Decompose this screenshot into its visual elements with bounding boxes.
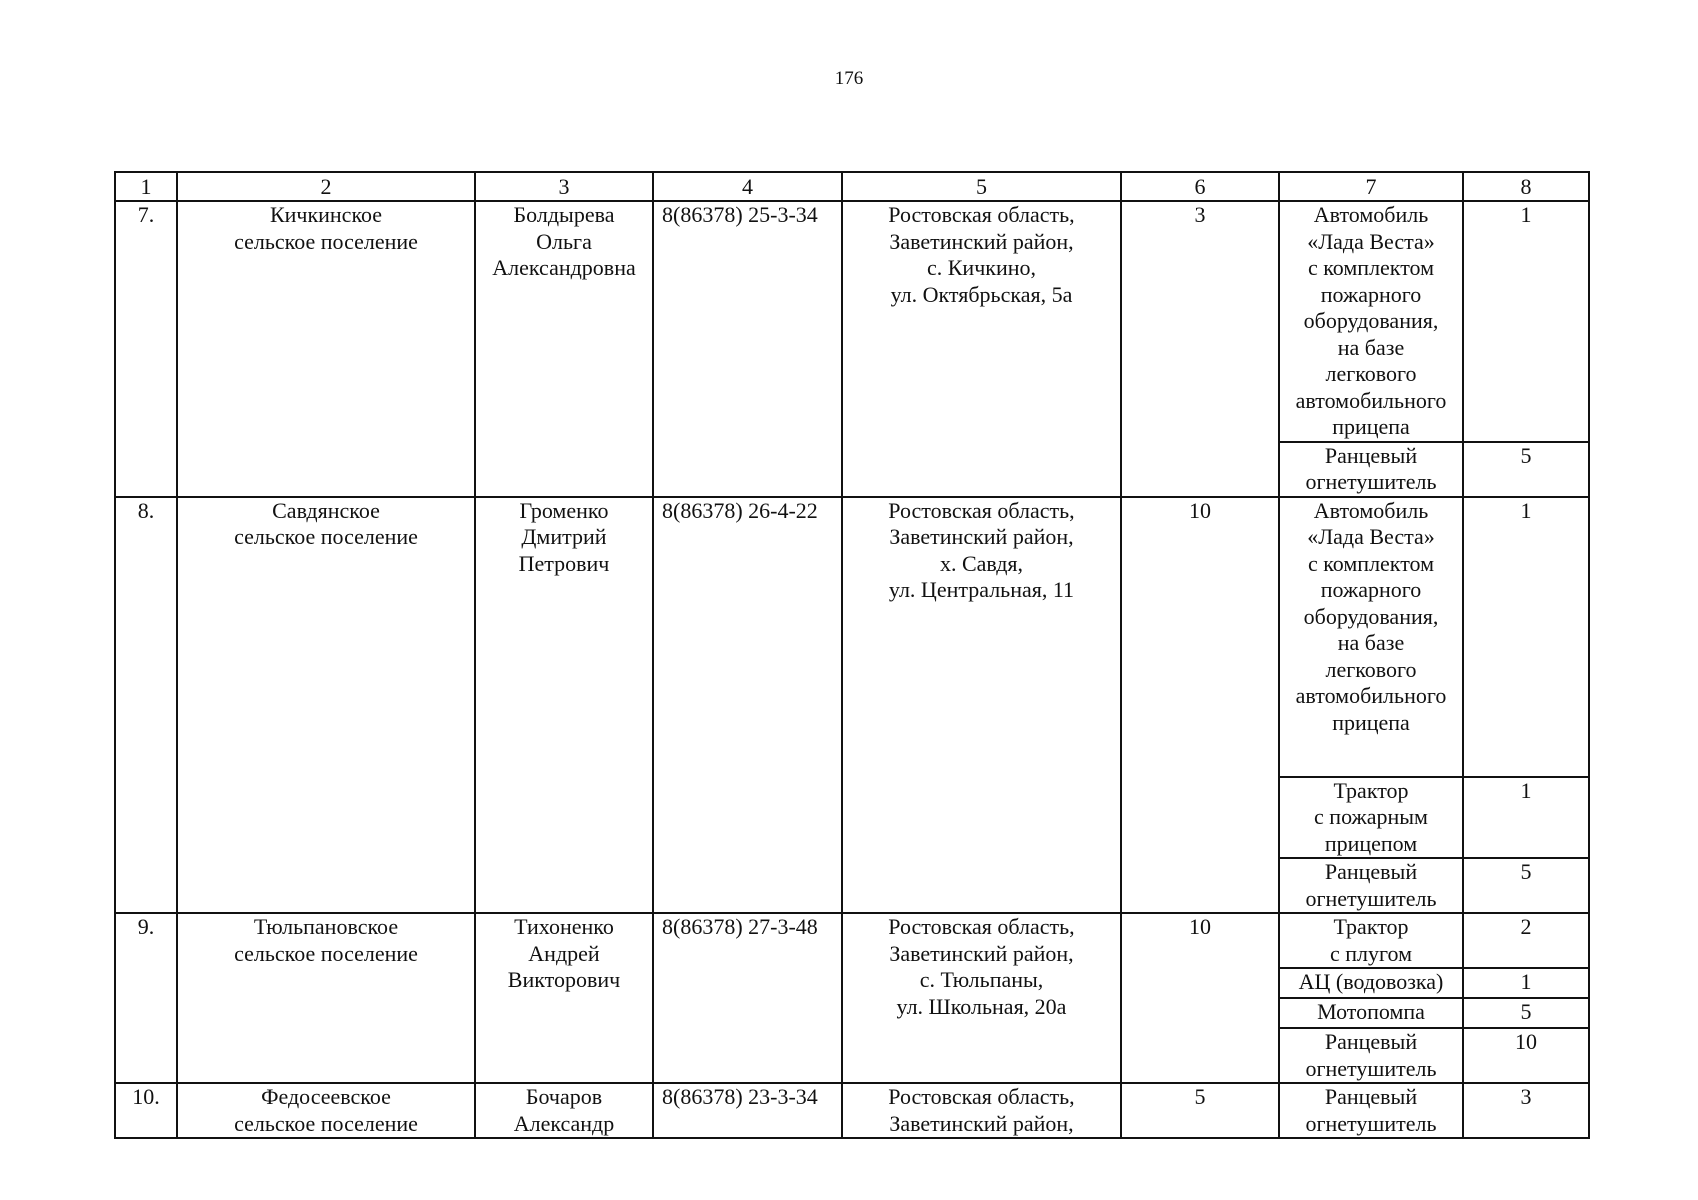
address-cell: Ростовская область, Заветинский район, с. Кичкино, ул. Октябрьская, 5а — [842, 201, 1121, 497]
head-name-cell: Бочаров Александр — [475, 1083, 653, 1138]
equipment-name-cell: Ранцевый огнетушитель — [1279, 1083, 1463, 1138]
header-row — [115, 172, 1589, 201]
count-cell: 3 — [1121, 201, 1279, 497]
header-cell: 8 — [1463, 172, 1589, 201]
count-cell: 10 — [1121, 497, 1279, 914]
resources-table — [114, 171, 1590, 1139]
equipment-qty-cell: 1 — [1463, 201, 1589, 442]
equipment-name-cell: Автомобиль «Лада Веста» с комплектом пожарного оборудования, на базе легкового автомобильного прицепа — [1279, 497, 1463, 777]
equipment-name-cell: Трактор с пожарным прицепом — [1279, 777, 1463, 859]
page-number: 176 — [834, 68, 864, 89]
equipment-qty-cell: 2 — [1463, 913, 1589, 968]
equipment-name-cell: Ранцевый огнетушитель — [1279, 858, 1463, 913]
row-number-cell: 8. — [115, 497, 177, 914]
settlement-cell: Тюльпановское сельское поселение — [177, 913, 475, 1083]
equipment-name-cell: Ранцевый огнетушитель — [1279, 442, 1463, 497]
header-cell: 4 — [653, 172, 842, 201]
equipment-qty-cell: 3 — [1463, 1083, 1589, 1138]
phone-cell: 8(86378) 26-4-22 — [653, 497, 842, 914]
address-cell: Ростовская область, Заветинский район, х. Савдя, ул. Центральная, 11 — [842, 497, 1121, 914]
equipment-name-cell: Автомобиль «Лада Веста» с комплектом пожарного оборудования, на базе легкового автомобильного прицепа — [1279, 201, 1463, 442]
table-row — [115, 1083, 1589, 1138]
head-name-cell: Болдырева Ольга Александровна — [475, 201, 653, 497]
row-number-cell: 9. — [115, 913, 177, 1083]
row-number-cell: 7. — [115, 201, 177, 497]
equipment-qty-cell: 1 — [1463, 968, 1589, 998]
count-cell: 5 — [1121, 1083, 1279, 1138]
table-row — [115, 913, 1589, 968]
settlement-cell: Савдянское сельское поселение — [177, 497, 475, 914]
address-cell: Ростовская область, Заветинский район, — [842, 1083, 1121, 1138]
header-cell: 7 — [1279, 172, 1463, 201]
equipment-qty-cell: 5 — [1463, 442, 1589, 497]
equipment-qty-cell: 1 — [1463, 777, 1589, 859]
equipment-qty-cell: 5 — [1463, 858, 1589, 913]
count-cell: 10 — [1121, 913, 1279, 1083]
row-number-cell: 10. — [115, 1083, 177, 1138]
head-name-cell: Громенко Дмитрий Петрович — [475, 497, 653, 914]
equipment-qty-cell: 10 — [1463, 1028, 1589, 1083]
equipment-name-cell: Трактор с плугом — [1279, 913, 1463, 968]
header-cell: 5 — [842, 172, 1121, 201]
address-cell: Ростовская область, Заветинский район, с. Тюльпаны, ул. Школьная, 20а — [842, 913, 1121, 1083]
header-cell: 1 — [115, 172, 177, 201]
equipment-qty-cell: 5 — [1463, 998, 1589, 1028]
table-body — [115, 172, 1589, 1138]
header-cell: 3 — [475, 172, 653, 201]
table-row — [115, 201, 1589, 442]
equipment-name-cell: Мотопомпа — [1279, 998, 1463, 1028]
equipment-name-cell: АЦ (водовозка) — [1279, 968, 1463, 998]
settlement-cell: Федосеевское сельское поселение — [177, 1083, 475, 1138]
phone-cell: 8(86378) 27-3-48 — [653, 913, 842, 1083]
phone-cell: 8(86378) 23-3-34 — [653, 1083, 842, 1138]
head-name-cell: Тихоненко Андрей Викторович — [475, 913, 653, 1083]
equipment-qty-cell: 1 — [1463, 497, 1589, 777]
table-row — [115, 497, 1589, 777]
header-cell: 2 — [177, 172, 475, 201]
equipment-name-cell: Ранцевый огнетушитель — [1279, 1028, 1463, 1083]
phone-cell: 8(86378) 25-3-34 — [653, 201, 842, 497]
header-cell: 6 — [1121, 172, 1279, 201]
settlement-cell: Кичкинское сельское поселение — [177, 201, 475, 497]
